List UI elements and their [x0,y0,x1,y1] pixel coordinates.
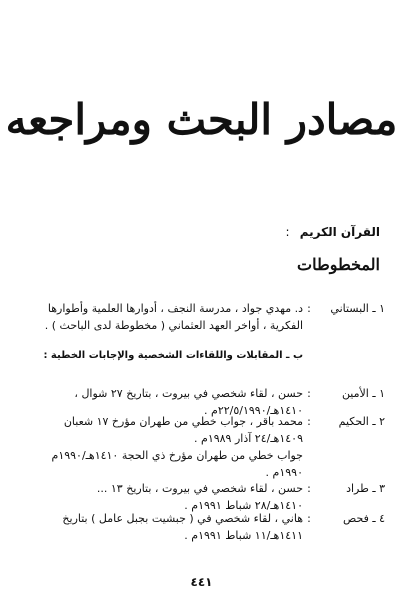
entry-line: د. مهدي جواد ، مدرسة النجف ، أدوارها العلمية وأطوارها [47,302,303,315]
entry-author: ١ ـ البستاني [330,302,385,315]
entry-line: ١٩٩٠م . [265,466,303,479]
entry-colon: : [307,302,311,315]
entry-colon: : [307,387,311,400]
entry-line: ١٤٠٩هـ/٢٤ آذار ١٩٨٩م . [194,432,303,445]
entry-line: هاني ، لقاء شخصي في ( جبشيت بجبل عامل ) بتاريخ [62,512,303,525]
entry-colon: : [307,512,311,525]
entry-author: ٢ ـ الحكيم [338,415,385,428]
entry-text [15,480,303,514]
manuscripts-heading: المخطوطات [297,255,380,274]
page-number: ٤٤١ [190,575,213,589]
entry-text [15,413,303,481]
entry-line: حسن ، لقاء شخصي في بيروت ، بتاريخ ١٣ ... [96,482,303,495]
interviews-heading: ب ـ المقابلات واللقاءات الشخصية والإجابات الخطية : [43,350,303,361]
entry-text [15,300,303,334]
entry-author: ٤ ـ فحص [343,512,385,525]
interview-entry [15,480,385,514]
interview-entry [15,413,385,481]
quran-label: القرآن الكريم [299,225,380,239]
entry-author: ١ ـ الأمين [341,387,385,400]
entry-line: حسن ، لقاء شخصي في بيروت ، بتاريخ ٢٧ شوال ، [74,387,303,400]
entry-line: جواب خطي من طهران مؤرخ ذي الحجة ١٤١٠هـ/١٩٩٠م [51,449,303,462]
quran-source [286,225,380,239]
entry-colon: : [307,482,311,495]
entry-author: ٣ ـ طراد [346,482,385,495]
entry-line: محمد باقر ، جواب خطي من طهران مؤرخ ١٧ شعبان [63,415,303,428]
entry-line: ١٤١٠هـ/٢٢/٥/١٩٩٠م . [204,404,303,417]
entry-line: ١٤١٠هـ/٢٨ شباط ١٩٩١م . [184,499,303,512]
page-title: مصادر البحث ومراجعه [5,95,398,144]
quran-colon: : [285,225,290,239]
entry-line: الفكرية ، أواخر العهد العثماني ( مخطوطة لدى الباحث ) . [44,319,303,332]
interview-entry [15,510,385,544]
entry-line: ١٤١١هـ/١١ شباط ١٩٩١م . [184,529,303,542]
entry-text [15,510,303,544]
manuscript-entry [15,300,385,334]
entry-colon: : [307,415,311,428]
